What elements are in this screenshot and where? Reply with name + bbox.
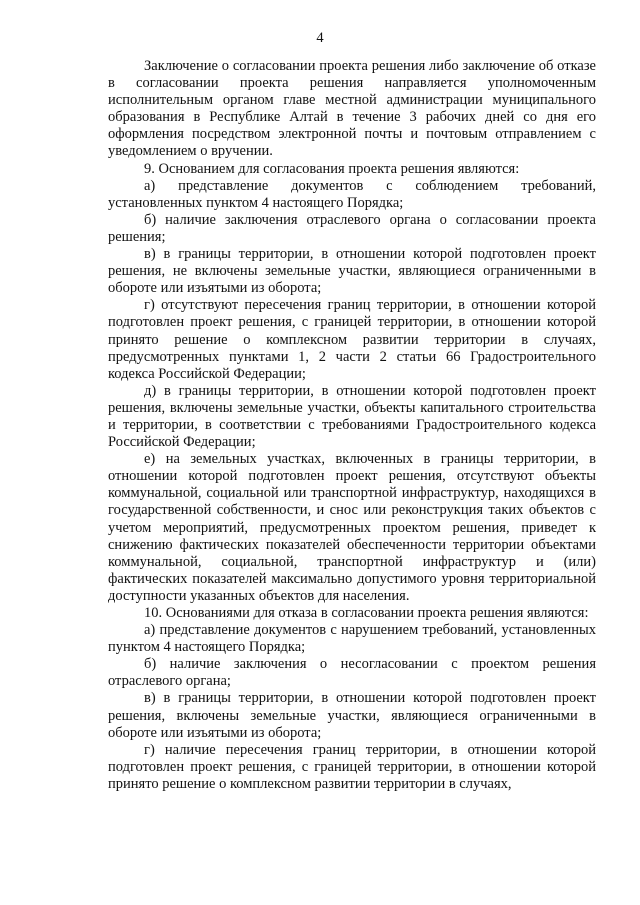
paragraph-item-10a: а) представление документов с нарушением требований, установленных пунктом 4 настоящего Порядка; xyxy=(108,622,596,656)
paragraph-item-9e: е) на земельных участках, включенных в границы территории, в отношении которой подготовлен проект решения, отсутствуют объекты коммунальной, социальной или транспортной инфраструктур, находящихся в государственной собственности, и снос или реконструкция таких объектов с учетом мероприятий, предусмотренных проектом решения, приведет к снижению фактических показателей обеспеченности территории объектами коммунальной, социальной, транспортной инфраструктур и (или) фактических показателей максимально допустимого уровня территориальной доступности указанных объектов для населения. xyxy=(108,451,596,604)
paragraph-item-10b: б) наличие заключения о несогласовании с проектом решения отраслевого органа; xyxy=(108,656,596,690)
paragraph-conclusion-forwarding: Заключение о согласовании проекта решения либо заключение об отказе в согласовании проекта решения направляется уполномоченным исполнительным органом главе местной администрации муниципального образования в Республике Алтай в течение 3 рабочих дней со дня его оформления посредством электронной почты и почтовым отправлением с уведомлением о вручении. xyxy=(108,58,596,160)
paragraph-item-9d: д) в границы территории, в отношении которой подготовлен проект решения, включены земельные участки, объекты капитального строительства и территории, в соответствии с требованиями Градостроительного кодекса Российской Федерации; xyxy=(108,382,596,451)
paragraph-item-10v: в) в границы территории, в отношении которой подготовлен проект решения, включены земельные участки, являющиеся ограниченными в обороте или изъятыми из оборота; xyxy=(108,690,596,741)
paragraph-item-9-heading: 9. Основанием для согласования проекта решения являются: xyxy=(144,160,520,177)
page-number: 4 xyxy=(316,30,324,46)
paragraph-item-9v: в) в границы территории, в отношении которой подготовлен проект решения, не включены земельные участки, являющиеся ограниченными в обороте или изъятыми из оборота; xyxy=(108,246,596,297)
document-body xyxy=(108,58,596,793)
paragraph-item-9a: а) представление документов с соблюдением требований, установленных пунктом 4 настоящего Порядка; xyxy=(108,177,596,211)
paragraph-item-10-heading: 10. Основаниями для отказа в согласовании проекта решения являются: xyxy=(144,605,589,621)
paragraph-item-9g: г) отсутствуют пересечения границ территории, в отношении которой подготовлен проект решения, с границей территории, в отношении которой принято решение о комплексном развитии территории в случаях, предусмотренных пунктами 1, 2 части 2 статьи 66 Градостроительного кодекса Российской Федерации; xyxy=(108,297,596,382)
paragraph-item-10g: г) наличие пересечения границ территории, в отношении которой подготовлен проект решения, с границей территории, в отношении которой принято решение о комплексном развитии территории в случаях, xyxy=(108,741,596,792)
paragraph-item-9b: б) наличие заключения отраслевого органа о согласовании проекта решения; xyxy=(108,211,596,245)
